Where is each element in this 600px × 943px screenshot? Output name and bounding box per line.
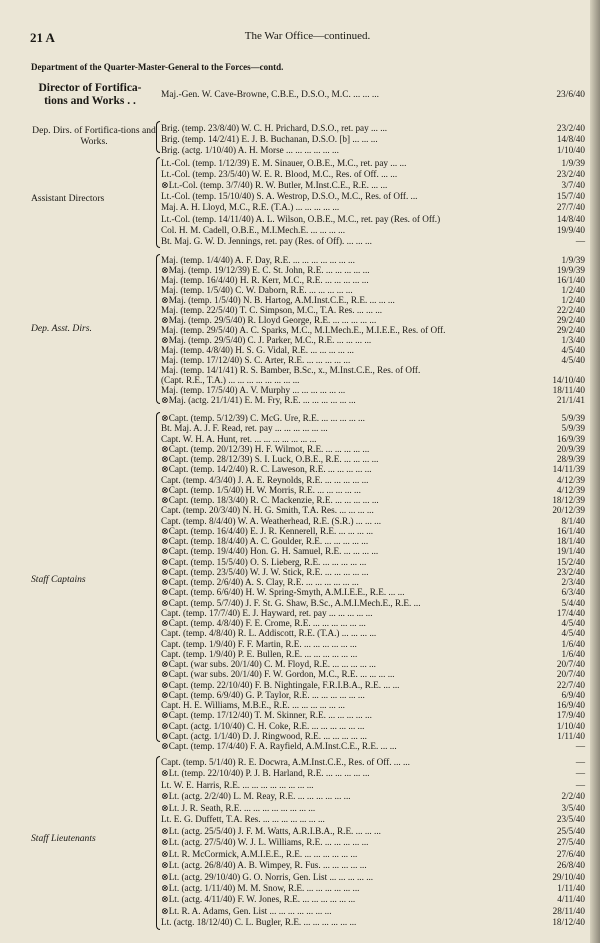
entry-row: [161, 849, 585, 860]
entry-row: [161, 741, 585, 752]
entry-date: 15/7/40: [556, 191, 585, 202]
section-label-director: Director of Fortifica-tions and Works . .: [38, 82, 142, 107]
entry-text: Maj. (temp. 29/5/40) A. C. Sparks, M.C., M.I.Mech.E., M.I.E.E., Res. of Off.: [161, 325, 446, 335]
brace: [156, 121, 160, 153]
entry-date: —: [575, 741, 585, 751]
entry-text: ⊗Maj. (actg. 21/1/41) E. M. Fry, R.E. ... ... ... ... ... ...: [161, 395, 356, 405]
entry-date: —: [575, 768, 585, 779]
entry-date: 23/5/40: [556, 814, 585, 825]
entry-date: 16/9/40: [556, 700, 585, 710]
entry-date: 20/7/40: [556, 669, 585, 680]
brace: [156, 756, 160, 930]
entry-text: ⊗Capt. (temp. 5/7/40) J. F. St. G. Shaw, B.Sc., A.M.I.Mech.E., R.E. ...: [161, 597, 421, 608]
entry-text: ⊗Lt. (actg. 29/10/40) G. O. Norris, Gen. List ... ... ... ... ...: [161, 871, 374, 882]
entry-date: 19/9/39: [556, 265, 585, 275]
entry-date: 21/1/41: [556, 395, 585, 405]
entry-text: Lt. (actg. 18/12/40) C. L. Bugler, R.E. ... ... ... ... ... ...: [161, 917, 357, 928]
entry-row: [161, 169, 585, 180]
entry-text: ⊗Capt. (temp. 28/12/39) S. I. Luck, O.B.E., R.E. ... ... ... ...: [161, 454, 379, 464]
entry-date: 1/10/40: [556, 720, 585, 731]
entry-date: 1/6/40: [561, 648, 585, 659]
entry-text: ⊗Lt. (actg. 2/2/40) L. M. Reay, R.E. ... ... ... ... ... ...: [161, 791, 351, 802]
entry-text: ⊗Capt. (temp. 6/9/40) G. P. Taylor, R.E. ... ... ... ... ... ...: [161, 689, 365, 700]
entry-text: Maj. A. H. Lloyd, M.C., R.E. (T.A.) ... ... ... ... ...: [161, 202, 340, 213]
section-label-asst-directors: Assistant Directors: [31, 193, 105, 204]
entry-text: ⊗Capt. (temp. 17/4/40) F. A. Rayfield, A.M.Inst.C.E., R.E. ... ...: [161, 741, 397, 751]
entry-date: 6/9/40: [561, 689, 585, 700]
entry-text: Maj. (temp. 1/5/40) C. W. Daborn, R.E. ... ... ... ... ...: [161, 285, 353, 295]
entry-date: 17/4/40: [556, 607, 585, 618]
entry-date: 19/9/40: [556, 224, 585, 235]
entry-date: 14/10/40: [552, 375, 585, 385]
entry-date: 20/9/39: [556, 443, 585, 454]
entry-text: Maj.-Gen. W. Cave-Browne, C.B.E., D.S.O., M.C. ... ... ...: [161, 90, 379, 100]
entry-row: [161, 395, 585, 406]
entry-date: 20/7/40: [556, 659, 585, 669]
entry-text: ⊗Capt. (actg. 1/10/40) C. H. Coke, R.E. ... ... ... ... ... ...: [161, 720, 365, 731]
entry-text: ⊗Capt. (temp. 4/8/40) F. E. Crome, R.E. ... ... ... ... ... ...: [161, 618, 366, 628]
entry-date: 5/4/40: [561, 597, 585, 608]
page-number: 21 A: [30, 30, 55, 45]
entry-text: Maj. (temp. 14/1/41) R. S. Bamber, B.Sc., x., M.Inst.C.E., Res. of Off.: [161, 365, 421, 375]
entry-date: 23/2/40: [556, 566, 585, 577]
entry-row: [161, 826, 585, 837]
entry-text: ⊗Capt. (temp. 14/2/40) R. C. Laweson, R.E. ... ... ... ... ...: [161, 464, 372, 475]
entry-date: 25/5/40: [556, 825, 585, 836]
entry-row: [161, 225, 585, 236]
entry-text: ⊗Maj. (temp. 1/5/40) N. B. Hartog, A.M.Inst.C.E., R.E. ... ... ...: [161, 295, 395, 305]
entry-text: Capt. (temp. 4/3/40) J. A. E. Reynolds, R.E. ... ... ... ... ...: [161, 474, 369, 485]
entry-text: ⊗Capt. (war subs. 20/1/40) F. W. Gordon, M.C., R.E. ... ... ... ...: [161, 669, 395, 680]
entry-text: Capt. (temp. 8/4/40) W. A. Weatherhead, R.E. (S.R.) ... ... ...: [161, 515, 382, 526]
entry-date: 23/2/40: [556, 169, 585, 180]
entry-text: (Capt. R.E., T.A.) ... ... ... ... ... ... ... ...: [161, 375, 300, 385]
entry-text: ⊗Capt. (temp. 1/5/40) H. W. Morris, R.E. ... ... ... ... ...: [161, 484, 361, 495]
entry-date: 19/1/40: [556, 546, 585, 557]
section-label-dep-dirs: Dep. Dirs. of Fortifica-tions and Works.: [32, 125, 156, 147]
entry-text: ⊗Lt. (actg. 1/11/40) M. M. Snow, R.E. ... ... ... ... ... ...: [161, 882, 360, 893]
entry-date: 4/5/40: [561, 345, 585, 355]
entry-row: [161, 214, 585, 225]
entry-date: 20/12/39: [552, 505, 585, 516]
entry-date: 4/12/39: [556, 484, 585, 495]
entry-date: 5/9/39: [561, 413, 585, 423]
entry-text: ⊗Capt. (temp. 20/12/39) H. F. Wilmot, R.E. ... ... ... ... ...: [161, 443, 370, 454]
entry-text: ⊗Capt. (temp. 2/6/40) A. S. Clay, R.E. ... ... ... ... ... ...: [161, 577, 359, 587]
entry-row: [161, 145, 585, 156]
entry-row: [161, 780, 585, 791]
page-title: The War Office—continued.: [244, 30, 371, 42]
book-spine: [590, 0, 600, 943]
entry-row: [161, 803, 585, 814]
entry-row: [161, 236, 585, 247]
entry-date: 1/3/40: [561, 335, 585, 345]
entry-date: 26/8/40: [556, 860, 585, 871]
section-director-entry: [161, 89, 585, 101]
entry-text: ⊗Capt. (temp. 18/4/40) A. C. Goulder, R.E. ... ... ... ... ...: [161, 536, 369, 546]
entry-date: 27/6/40: [556, 848, 585, 859]
entry-date: 29/10/40: [552, 871, 585, 882]
entry-date: 22/7/40: [556, 679, 585, 690]
entry-text: ⊗Maj. (temp. 19/12/39) E. C. St. John, R.E. ... ... ... ... ...: [161, 265, 370, 275]
entry-date: 16/9/39: [556, 433, 585, 444]
entry-date: 16/1/40: [556, 275, 585, 285]
entry-text: ⊗Capt. (temp. 18/3/40) R. C. Mackenzie, R.E. ... ... ... ... ...: [161, 495, 379, 505]
entry-date: 16/1/40: [556, 525, 585, 536]
entry-row: [161, 860, 585, 871]
entry-row: [161, 202, 585, 213]
entry-date: —: [575, 235, 585, 246]
entry-text: Lt.-Col. (temp. 15/10/40) S. A. Westrop, D.S.O., M.C., Res. of Off. ...: [161, 191, 418, 202]
entry-date: 28/9/39: [556, 454, 585, 464]
entry-text: Maj. (temp. 17/12/40) S. C. Arter, R.E. ... ... ... ... ...: [161, 355, 351, 365]
entry-date: 5/9/39: [561, 423, 585, 434]
entry-text: Capt. H. E. Williams, M.B.E., R.E. ... ... ... ... ... ...: [161, 700, 345, 710]
brace: [156, 157, 160, 248]
entry-text: Maj. (temp. 16/4/40) H. R. Kerr, M.C., R.E. ... ... ... ... ...: [161, 275, 369, 285]
entry-text: ⊗Maj. (temp. 29/5/40) R. Lloyd George, R.E. ... ... ... ... ...: [161, 315, 377, 325]
entry-row: [161, 894, 585, 905]
entry-row: [161, 757, 585, 768]
entry-row: [161, 917, 585, 928]
entry-text: Lt.-Col. (temp. 23/5/40) W. E. R. Blood, M.C., Res. of Off. ... ...: [161, 169, 398, 180]
entry-date: 27/5/40: [556, 837, 585, 848]
entry-date: 1/9/39: [561, 255, 585, 265]
entry-text: ⊗Capt. (temp. 5/12/39) C. McG. Ure, R.E. ... ... ... ... ...: [161, 413, 365, 423]
entry-date: 4/5/40: [561, 628, 585, 639]
entry-text: Lt. E. G. Duffett, T.A. Res. ... ... ... ... ... ... ...: [161, 814, 325, 825]
entry-row: [161, 768, 585, 779]
entry-row: [161, 872, 585, 883]
entry-text: ⊗Maj. (temp. 29/5/40) C. J. Parker, M.C., R.E. ... ... ... ...: [161, 335, 372, 345]
entry-row: [161, 883, 585, 894]
entry-date: 1/11/40: [557, 882, 585, 893]
entry-row: [161, 191, 585, 202]
entry-date: 28/11/40: [552, 905, 585, 916]
entry-text: ⊗Lt. R. McCormick, A.M.I.E.E., R.E. ... ... ... ... ... ...: [161, 848, 358, 859]
entry-text: Capt. (temp. 20/3/40) N. H. G. Smith, T.A. Res. ... ... ... ...: [161, 505, 374, 516]
entry-date: 3/7/40: [561, 180, 585, 191]
entry-date: 14/8/40: [556, 213, 585, 224]
entry-text: Maj. (temp. 22/5/40) T. C. Simpson, M.C., T.A. Res. ... ... ...: [161, 305, 383, 315]
entry-text: Lt.-Col. (temp. 14/11/40) A. L. Wilson, O.B.E., M.C., ret. pay (Res. of Off.): [161, 213, 441, 224]
brace: [156, 412, 160, 742]
entry-text: Col. H. M. Cadell, O.B.E., M.I.Mech.E. ... ... ... ...: [161, 224, 345, 235]
entry-date: 1/2/40: [561, 285, 585, 295]
entry-text: ⊗Lt. (actg. 27/5/40) W. J. L. Williams, R.E. ... ... ... ... ...: [161, 837, 369, 848]
entry-row: [161, 791, 585, 802]
entry-row: [161, 134, 585, 145]
entry-text: Lt.-Col. (temp. 1/12/39) E. M. Sinauer, O.B.E., M.C., ret. pay ... ...: [161, 158, 407, 168]
entry-date: 18/11/40: [552, 385, 585, 395]
entry-date: 23/6/40: [556, 90, 585, 100]
section-label-dep-asst-dirs: Dep. Asst. Dirs.: [31, 323, 92, 334]
entry-date: 22/2/40: [556, 305, 585, 315]
entry-text: Maj. (temp. 1/4/40) A. F. Day, R.E. ... ... ... ... ... ... ...: [161, 255, 355, 265]
entry-date: 4/11/40: [557, 894, 585, 905]
entry-date: —: [575, 779, 585, 790]
entry-text: Capt. (temp. 5/1/40) R. E. Docwra, A.M.Inst.C.E., Res. of Off. ... ...: [161, 757, 410, 767]
entry-date: 27/7/40: [556, 202, 585, 213]
entry-text: ⊗Capt. (temp. 19/4/40) Hon. G. H. Samuel, R.E. ... ... ... ...: [161, 546, 379, 557]
page-header: [30, 30, 585, 46]
entry-text: Maj. (temp. 17/5/40) A. V. Murphy ... ... ... ... ... ...: [161, 385, 346, 395]
entry-text: Brig. (temp. 23/8/40) W. C. H. Prichard, D.S.O., ret. pay ... ...: [161, 123, 388, 133]
entry-row: [161, 814, 585, 825]
entry-date: 2/2/40: [561, 791, 585, 802]
entry-date: 18/1/40: [556, 536, 585, 546]
entry-text: Capt. (temp. 4/8/40) R. L. Addiscott, R.E. (T.A.) ... ... ... ...: [161, 628, 377, 639]
entry-text: ⊗Lt. (temp. 22/10/40) P. J. B. Harland, R.E. ... ... ... ... ...: [161, 768, 370, 779]
entry-row: [161, 180, 585, 191]
entry-text: ⊗Capt. (war subs. 20/1/40) C. M. Floyd, R.E. ... ... ... ... ...: [161, 659, 376, 669]
entry-row: [161, 158, 585, 169]
entry-date: 1/6/40: [561, 638, 585, 649]
entry-text: ⊗Capt. (temp. 17/12/40) T. M. Skinner, R.E. ... ... ... ... ...: [161, 710, 372, 721]
entry-date: 18/12/39: [552, 495, 585, 505]
entry-date: 8/1/40: [561, 515, 585, 526]
entry-text: Capt. (temp. 17/7/40) E. J. Hayward, ret. pay ... ... ... ... ...: [161, 607, 373, 618]
entry-date: 3/5/40: [561, 802, 585, 813]
entry-text: Bt. Maj. G. W. D. Jennings, ret. pay (Res. of Off). ... ... ...: [161, 235, 372, 246]
entry-date: 29/2/40: [556, 325, 585, 335]
section-label-staff-lieutenants: Staff Lieutenants: [31, 833, 96, 844]
entry-text: Capt. (temp. 1/9/40) P. E. Bullen, R.E. ... ... ... ... ... ...: [161, 648, 358, 659]
entry-text: ⊗Capt. (temp. 22/10/40) F. B. Nightingale, F.R.I.B.A., R.E. ... ...: [161, 679, 400, 690]
entry-date: 29/2/40: [556, 315, 585, 325]
entry-date: 1/9/39: [561, 158, 585, 168]
entry-text: ⊗Capt. (temp. 15/5/40) O. S. Lieberg, R.E. ... ... ... ... ...: [161, 556, 367, 567]
department-heading: Department of the Quarter-Master-General to the Forces—contd.: [31, 62, 284, 72]
entry-date: 1/11/40: [557, 730, 585, 741]
entry-text: Brig. (temp. 14/2/41) E. J. B. Buchanan, D.S.O. [b] ... ... ...: [161, 134, 378, 145]
entry-date: 23/2/40: [556, 123, 585, 133]
entry-text: Brig. (actg. 1/10/40) A. H. Morse ... ... ... ... ... ...: [161, 145, 339, 156]
entry-text: ⊗Capt. (temp. 23/5/40) W. J. W. Stick, R.E. ... ... ... ... ...: [161, 566, 369, 577]
entry-text: ⊗Lt.-Col. (temp. 3/7/40) R. W. Butler, M.Inst.C.E., R.E. ... ...: [161, 180, 388, 191]
entry-text: ⊗Lt. (actg. 4/11/40) F. W. Jones, R.E. ... ... ... ... ... ...: [161, 894, 356, 905]
entry-date: 6/3/40: [561, 587, 585, 598]
brace: [156, 254, 160, 404]
entry-text: ⊗Capt. (actg. 1/1/40) D. J. Ringwood, R.E. ... ... ... ... ...: [161, 730, 367, 741]
entry-row: [161, 906, 585, 917]
entry-row: [161, 837, 585, 848]
entry-date: 1/10/40: [556, 145, 585, 156]
entry-text: ⊗Lt. R. A. Adams, Gen. List ... ... ... ... ... ... ...: [161, 905, 332, 916]
entry-text: ⊗Lt. (actg. 26/8/40) A. B. Wimpey, R. Fus. ... ... ... ... ...: [161, 860, 367, 871]
entry-date: 4/12/39: [556, 474, 585, 485]
entry-text: Capt. W. H. A. Hunt, ret. ... ... ... ... ... ... ...: [161, 433, 317, 444]
entry-date: 4/5/40: [561, 618, 585, 628]
entry-row: [161, 123, 585, 134]
entry-date: 15/2/40: [556, 556, 585, 567]
entry-date: 14/8/40: [556, 134, 585, 145]
entry-text: Maj. (temp. 4/8/40) H. S. G. Vidal, R.E. ... ... ... ... ...: [161, 345, 354, 355]
entry-date: 17/9/40: [556, 710, 585, 721]
entry-date: 18/12/40: [552, 917, 585, 928]
entry-date: 1/2/40: [561, 295, 585, 305]
entry-date: 4/5/40: [561, 355, 585, 365]
entry-date: —: [575, 757, 585, 767]
entry-text: ⊗Capt. (temp. 6/6/40) H. W. Spring-Smyth, A.M.I.E.E., R.E. ... ...: [161, 587, 405, 598]
entry-text: Bt. Maj. A. J. F. Read, ret. pay ... ... ... ... ... ...: [161, 423, 328, 434]
entry-date: 14/11/39: [552, 464, 585, 475]
section-label-staff-captains: Staff Captains: [31, 574, 86, 585]
entry-text: Capt. (temp. 1/9/40) F. F. Martin, R.E. ... ... ... ... ... ...: [161, 638, 357, 649]
entry-date: 2/3/40: [561, 577, 585, 587]
entry-text: Lt. W. E. Harris, R.E. ... ... ... ... ... ... ... ...: [161, 779, 314, 790]
entry-text: ⊗Lt. (actg. 25/5/40) J. F. M. Watts, A.R.I.B.A., R.E. ... ... ...: [161, 825, 381, 836]
entry-text: ⊗Lt. J. R. Seath, R.E. ... ... ... ... ... ... ... ...: [161, 802, 316, 813]
entry-text: ⊗Capt. (temp. 16/4/40) E. J. R. Kennerell, R.E. ... ... ... ...: [161, 525, 374, 536]
